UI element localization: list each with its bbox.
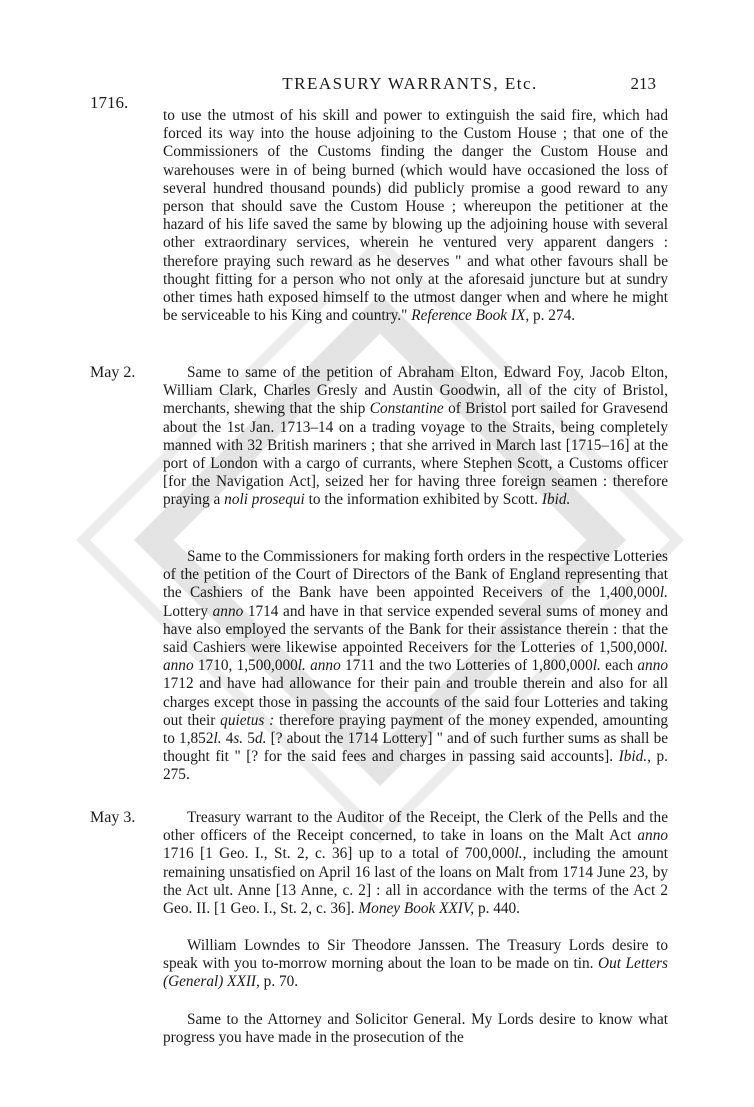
page-reference: p. 440. bbox=[477, 900, 521, 918]
latin-term: anno bbox=[310, 657, 341, 675]
paragraph-text: Lottery bbox=[163, 602, 209, 620]
paragraph-text: Same to the Attorney and Solicitor General. My Lords desire to know what progress you have made in the prosecution of the bbox=[163, 1011, 668, 1047]
currency-unit: s. bbox=[233, 730, 244, 748]
paragraph-text: 1716 [1 Geo. I., St. 2, c. 36] up to a total of 700,000 bbox=[163, 845, 515, 863]
currency-unit: l. bbox=[514, 845, 523, 863]
paragraph-malt-loans-warrant bbox=[163, 809, 668, 918]
paragraph-text: [? about the 1714 Lottery] " and of such further sums as shall be thought fit " [? for the said fees and charges in passing said accounts]. bbox=[163, 730, 669, 766]
ibid-reference: Ibid., bbox=[618, 748, 651, 766]
paragraph-text: Same to same of the petition of Abraham Elton, Edward Foy, Jacob Elton, William Clark, Charles Gresly and Austin Goodwin, all of the city of Bristol, merchants, shewing that the ship bbox=[163, 364, 668, 418]
page-reference: p. 70. bbox=[263, 973, 299, 991]
currency-unit: l. bbox=[297, 657, 306, 675]
latin-term: anno bbox=[637, 827, 668, 845]
latin-term: anno bbox=[163, 657, 194, 675]
paragraph-text: to use the utmost of his skill and power to extinguish the said fire, which had forced its way into the house adjoining to the Custom House ; that one of the Commissioners of the Customs finding the danger the Custom House and warehouses were in of being burned (which would have occasioned the loss of several hundred thousand pounds) did publicly promise a good reward to any person that should save the Custom House ; whereupon the petitioner at the hazard of his life saved the same by blowing up the adjoining house with several other extraordinary services, wherein he ventured very apparent dangers : therefore praying such reward as he deserves " and what other favours shall be thought fitting for a person who not only at the aforesaid juncture but at sundry other times hath exposed himself to the utmost danger when and where he might be serviceable to his King and country." bbox=[163, 107, 668, 325]
paragraph-janssen-letter bbox=[163, 937, 668, 992]
paragraph-text: Treasury warrant to the Auditor of the Receipt, the Clerk of the Pells and the other officers of the Receipt concerned, to take in loans on the Malt Act bbox=[163, 809, 668, 845]
paragraph-text: Same to the Commissioners for making forth orders in the respective Lotteries of the petition of the Court of Directors of the Bank of England representing that the Cashiers of the Bank have been appointed Receivers of the 1,400,000 bbox=[163, 548, 668, 602]
paragraph-text: 5 bbox=[247, 730, 255, 748]
currency-unit: l. bbox=[659, 639, 668, 657]
reference-book: Out Letters (General) XXII, bbox=[163, 955, 669, 991]
latin-term: noli prosequi bbox=[224, 491, 305, 509]
paragraph-text: to the information exhibited by Scott. bbox=[308, 491, 539, 509]
paragraph-text: 4 bbox=[225, 730, 234, 748]
paragraph-text: therefore praying payment of the money expended, amounting to 1,852 bbox=[163, 711, 669, 748]
currency-unit: d. bbox=[254, 730, 267, 748]
paragraph-text: 1712 and have had allowance for their pain and trouble therein and also for all charges except those in passing the accounts of the said four Lotteries and taking out their bbox=[163, 675, 668, 729]
currency-unit: l. bbox=[213, 730, 222, 748]
currency-unit: l. bbox=[592, 657, 601, 675]
paragraph-text: 1714 and have in that service expended several sums of money and have also employed the servants of the Bank for their assistance therein : that the said Cashiers were likewise appointed Receivers for the Lotteries of 1,500,000 bbox=[163, 602, 668, 657]
paragraph-attorney-letter bbox=[163, 1011, 668, 1047]
margin-date-may-3: May 3. bbox=[90, 809, 136, 826]
paragraph-text: William Lowndes to Sir Theodore Janssen. The Treasury Lords desire to speak with you to-morrow morning about the loan to be made on tin. bbox=[163, 937, 668, 973]
page-reference: p. 274. bbox=[533, 307, 576, 325]
year-marker: 1716. bbox=[90, 93, 129, 112]
latin-term: quietus : bbox=[220, 711, 275, 729]
paragraph-fire-petition bbox=[163, 107, 668, 325]
latin-term: anno bbox=[212, 602, 244, 620]
running-head: TREASURY WARRANTS, Etc. bbox=[282, 74, 538, 93]
page-number: 213 bbox=[630, 74, 656, 93]
reference-book: Money Book XXIV, bbox=[358, 900, 475, 918]
paragraph-text: , including the amount remaining unsatisfied on April 16 last of the loans on Malt from 1714 June 23, by the Act ult. Anne [13 Anne, c. 2] : all in accordance with the terms of the Act 2 Geo. II. [1 Geo. I., St. 2, c. 36]. bbox=[163, 845, 669, 918]
paragraph-text: each bbox=[605, 657, 634, 675]
page-reference: p. 275. bbox=[163, 748, 669, 784]
paragraph-text: 1710, 1,500,000 bbox=[197, 657, 298, 675]
paragraph-text: 1711 and the two Lotteries of 1,800,000 bbox=[345, 657, 593, 675]
latin-term: anno bbox=[637, 657, 668, 675]
currency-unit: l. bbox=[659, 584, 668, 602]
paragraph-lottery-petition bbox=[163, 548, 668, 785]
ship-name: Constantine bbox=[369, 400, 444, 418]
reference-book: Reference Book IX, bbox=[411, 307, 530, 325]
margin-date-may-2: May 2. bbox=[90, 364, 136, 381]
paragraph-text: of Bristol port sailed for Gravesend about the 1st Jan. 1713–14 on a trading voyage to the Straits, being completely manned with 32 British mariners ; that she arrived in March last [1715–16] at the port of London with a cargo of currants, where Stephen Scott, a Customs officer [for the Navigation Act], seized her for having three foreign seamen : therefore praying a bbox=[163, 400, 669, 509]
ibid-reference: Ibid. bbox=[541, 491, 571, 509]
paragraph-constantine-petition bbox=[163, 364, 668, 510]
